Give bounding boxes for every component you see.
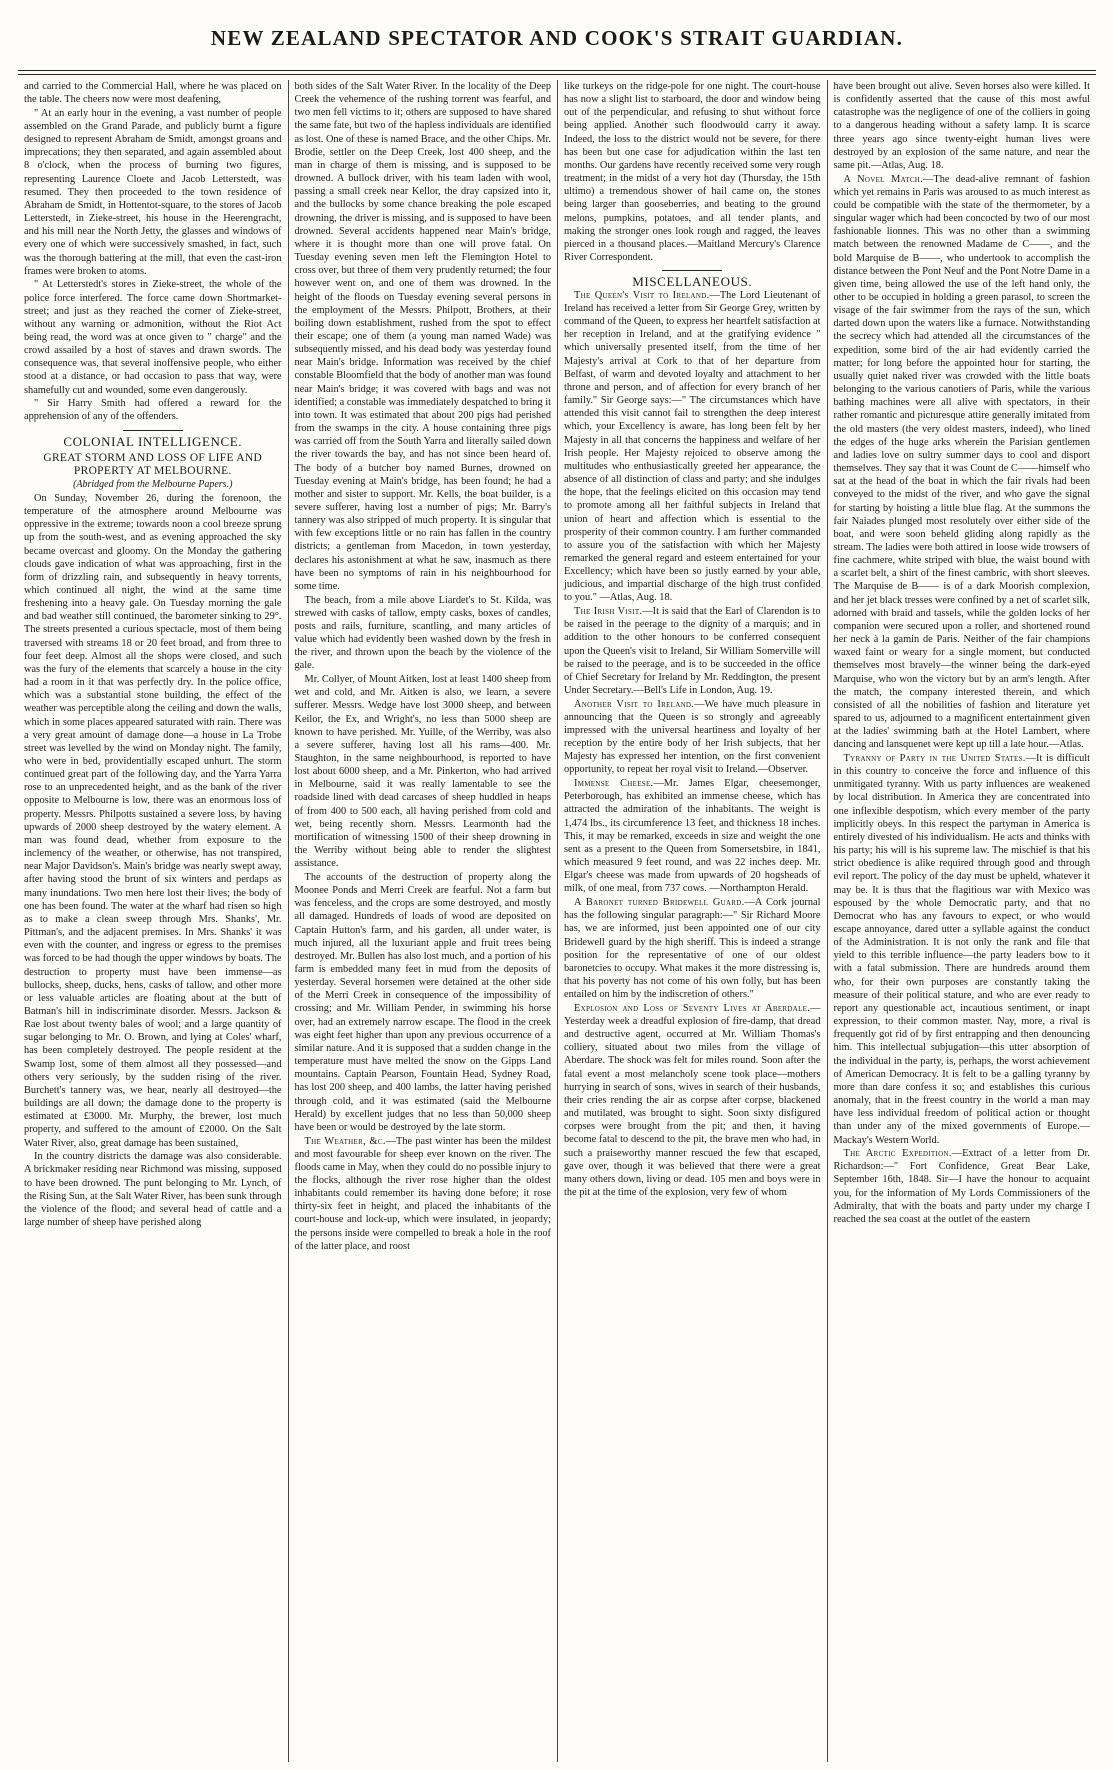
column-3 bbox=[557, 80, 827, 1762]
article-paragraph: A Novel Match.—The dead-alive remnant of fashion which yet remains in Paris was aroused to as much interest as could be compatible with the state of the thermometer, by a singular wager which had been concocted by two of our most fashionable lionnes. This was no other than a swimming match between the renowned Madame de C——, and the bold Marquise de B——, who undertook to accomplish the distance between the Pont Neuf and the Pont Notre Dame in a given time, being allowed the use of the left hand only, the other to be occupied in holding a green parasol, to screen the visage of the fair swimmer from the rays of the sun, which darted down upon the waters like a furnace. Notwithstanding the secrecy which had attended all the circumstances of the expedition, some bird of the air had evidently carried the matter; for long before the appointed hour for starting, the usually quiet naked river was crowded with the little boats belonging to the various canotiers of Paris, while the various bathing machines were all alive with spectators, in their rather romantic and picturesque attire generally imitated from the old masters (the very oldest masters, indeed), who lined the edges of the huge arks wherein the Parisian gentlemen and ladies love on sultry summer days to cool and disport themselves. They say that it was Count de C——himself who sat at the head of the boat in which the fair rivals had been conveyed to the midst of the river, and who gave the signal for starting by hoisting a little blue flag. At the summons the fair Naiades plunged most resolutely over either side of the boat, and were soon beheld gliding along rapidly as the stream. The ladies were both attired in loose wide trowsers of fine cachmere, white striped with blue, the waist bound with a scarlet belt, a shirt of the finest cambric, with short sleeves. The Marquise de B—— is of a dark Moorish complexion, and her jet black tresses were confined by a net of scarlet silk, adorned with braid and tassels, while the golden locks of her companion were secured upon a roller, and shortened round her neck à la gamin de Paris. Neither of the fair champions waxed faint or weary for a single moment, but conducted themselves most bravely—the winner being the dark-eyed Marquise, who won the victory but by an arm's length. After the match, the company interested therein, and which consisted of all the nobilities of fashion and literature yet spared to us, adjourned to a magnificent entertainment given at the ladies' swimming bath at the Hotel Lambert, where dancing and lansquenet were kept up till a late hour.—Atlas. bbox=[833, 173, 1091, 751]
article-paragraph: The Weather, &c.—The past winter has been the mildest and most favourable for sheep ever known on the river. The floods came in May, when they could do no possible injury to the flocks, although the river rose higher than the oldest inhabitants could remember its having done before; it rose thirty-six feet in height, and placed the inhabitants of the court-house and lock-up, which were insulated, in jeopardy; the persons inside were compelled to break a hole in the roof of the latter place, and roost bbox=[294, 1135, 551, 1252]
paragraph-lead: The Queen's Visit to Ireland. bbox=[574, 289, 710, 301]
article-paragraph: " At an early hour in the evening, a vast number of people assembled on the Grand Parade, and publicly burnt a figure designed to represent Abraham de Smidt, amongst groans and imprecations; they then separated, and again assembled about 8 o'clock, when the process of burning two figures, representing Laurence Cloete and Jacob Letterstedt, was resumed. They then proceeded to the town residence of Abraham de Smidt, in Hottentot-square, to the stores of Jacob Letterstedt, in Zieke-street, his house in the Heerengracht, and his mill near the North Jetty, the glasses and windows of every one of which were successively smashed, in fact, such was the thorough battering at the mill, that even the cast-iron frames were broken to atoms. bbox=[24, 107, 282, 277]
article-paragraph: On Sunday, November 26, during the forenoon, the temperature of the atmosphere around Melbourne was oppressive in the extreme; towards noon a cool breeze sprung up from the south-west, and as evening approached the sky became overcast and gloomy. On the Monday the gathering clouds gave indication of what was approaching, first in the form of drizzling rain, and subsequently in heavy torrents, which continued all night, the wind at the same time freshening into a heavy gale. On Tuesday morning the gale and bad weather still continued, the barometer sinking to 29°. The streets presented a curious spectacle, most of them being traversed with streams 18 or 20 feet broad, and from three to four feet deep. Almost all the shops were closed, and such was the fury of the elements that scarcely a house in the city had a room in it that was perfectly dry. In the police office, which was a substantial stone building, the effect of the weather was perceptible along the ceiling and down the walls, which in some places appeared saturated with rain. There was a very great amount of damage done—a house in La Trobe street was levelled by the wind on Monday night. The family, who were in bed, providentially escaped unhurt. The storm continued great part of the following day, and the Yarra Yarra rose to an unprecedented height, and as the bank of the river opposite to Melbourne is low, there was an enormous loss of property. Messrs. Philpotts sustained a severe loss, by having upwards of 2000 sheep destroyed by the watery element. A man was found dead, whether from exposure to the inclemency of the weather, or otherwise, has not transpired, near Major Davidson's. Main's bridge was nearly swept away, after having stood the brunt of six winters and perdaps as many inundations. Two men here lost their lives; the body of one has been found. The water at the wharf had risen so high as to make a clean sweep through Mrs. Shanks', Mr. Pittman's, and the adjacent premises. In Mrs. Shanks' it was even with the counter, and ingress or egress to the premises was forced to be had though the upper windows by boats. The destruction to property must have been immense—as bullocks, sheep, ducks, hens, casks of tallow, and other more or less valuable articles are floating about at the butt of Batman's hill in indiscriminate disorder. Messrs. Jackson & Rae lost about twenty bales of wool; and a large quantity of sugar belonging to Mr. O. Brown, and lying at Coles' wharf, has been completely destroyed. The people resident at the Swamp lost, some of them almost all they possessed—and others very seriously, by the sudden rising of the river. Burchett's tannery was, we hear, nearly all destroyed—the buildings are all down; the damage done to the property is estimated at £3000. Mr. Murphy, the brewer, lost much property, and suffered to the amount of £2000. On the Salt Water River, also, great damage has been sustained, bbox=[24, 492, 282, 1149]
article-paragraph: Tyranny of Party in the United States.—It is difficult in this country to conceive the force and influence of this unmitigated tyranny. With us party influences are weakened by local distribution. In America they are concentrated into one inflexible despotism, which every member of the party implicitly obeys. In this respect the partyman in America is entirely divested of his individualism. He acts and thinks with his party; his will is his supreme law. The mischief is that his strict obedience is alike required through good and through evil report. The policy of the day must be upheld, whatever it may be. It is thus that the flagitious war with Mexico was espoused by the whole Democratic party, and that no Democrat who has any favours to expect, or who would escape annoyance, dared utter a syllable against the conduct of the Administration. It is not only the rank and file that yield to this terrible influence—the party leaders bow to it with a fatal submission. There are hundreds around them who, for their own purposes are constantly taking the measure of their political stature, and who are ever ready to report any questionable act, incautious sentiment, or inapt expression, to their common master. Nay, more, a rival is frequently got rid of by first entrapping and then denouncing him. This intellectual subjugation—this utter absorption of the individual in the party, is, perhaps, the worst achievement of American Democracy. It is felt to be a galling tyranny by more than dare confess it so; and establishes this curious anomaly, that in the freest country in the world a man may have less individual freedom of political action or thought than under any of the mixed governments of Europe.—Mackay's Western World. bbox=[833, 752, 1090, 1146]
paragraph-lead: Tyranny of Party in the United States. bbox=[843, 752, 1026, 764]
paragraph-lead: Immense Cheese. bbox=[574, 778, 654, 790]
paragraph-lead: Another Visit to Ireland. bbox=[574, 698, 695, 710]
newspaper-title: NEW ZEALAND SPECTATOR AND COOK'S STRAIT GUARDIAN. bbox=[210, 26, 904, 50]
article-paragraph: The Irish Visit.—It is said that the Earl of Clarendon is to be raised in the peerage to the dignity of a marquis; and in addition to the other honours to be conferred consequent upon the Queen's visit to Ireland, Sir William Somerville will be raised to the peerage, and is to be succeeded in the office of Chief Secretary for Ireland by Mr. Reddington, the present Under Secretary.—Bell's Life in London, Aug. 19. bbox=[564, 606, 821, 697]
article-paragraph: The Arctic Expedition.—Extract of a letter from Dr. Richardson:—" Fort Confidence, Great Bear Lake, September 16th, 1848. Sir—I have the honour to acquaint you, for the information of My Lords Commissioners of the Admiralty, that with the boats and party under my charge I reached the sea coast at the outlet of the eastern bbox=[833, 1148, 1090, 1225]
section-heading-colonial: COLONIAL INTELLIGENCE. bbox=[63, 433, 243, 449]
article-paragraph: Another Visit to Ireland.—We have much pleasure in announcing that the Queen is so strongly and agreeably impressed with the universal heartiness and loyalty of her reception by the entire body of her Irish subjects, that her Majesty has expressed her intention, on the first convenient opportunity, to repeat her royal visit to Ireland.—Observer. bbox=[564, 698, 821, 776]
paragraph-lead: The Weather, &c. bbox=[304, 1135, 386, 1147]
paragraph-lead: A Baronet turned Bridewell Guard. bbox=[574, 897, 745, 909]
article-paragraph: A Baronet turned Bridewell Guard.—A Cork journal has the following singular paragraph:—" Sir Richard Moore has, we are informed, just been appointed one of our city Bridewell guard by the high sheriff. This is indeed a strange position for the representative of one of our oldest baronetcies to occupy. What makes it the more distressing is, that his poverty has not come of his own folly, but has been entailed on him by the indiscretion of others." bbox=[564, 897, 821, 1001]
paragraph-lead: The Irish Visit. bbox=[574, 606, 643, 618]
article-paragraph: and carried to the Commercial Hall, where he was placed on the table. The cheers now were most deafening, bbox=[24, 81, 282, 106]
section-heading-miscellaneous: MISCELLANEOUS. bbox=[632, 274, 753, 290]
section-divider bbox=[662, 270, 722, 271]
paragraph-lead: The Arctic Expedition. bbox=[843, 1148, 952, 1160]
masthead-rule-thin bbox=[18, 74, 1096, 75]
article-paragraph: both sides of the Salt Water River. In the locality of the Deep Creek the vehemence of the rushing torrent was fearful, and two men fell victims to it; others are supposed to have shared the same fate, but two of the hapless individuals are identified as lost. One of these is named Brace, and the other Chips. Mr. Brodie, settler on the Deep Creek, lost 400 sheep, and the man in charge of them is missing, and is supposed to be drowned. A bullock driver, with his team laden with wool, passing a small creek near Kellor, the dray capsized into it, and the bullocks by some chance breaking the pole escaped drowning, the driver is missing, and is supposed to have been drowned. Several accidents happened near Main's bridge, where it is thought more than one will prove fatal. On Tuesday evening seven men left the Flemington Hotel to cross over, but three of them very prudently returned; the four however went on, and one of them was drowned. In the height of the floods on Tuesday evening several persons in the employment of the Messrs. Philpott, Brothers, at their boiling down establishment, rushed from the spot to effect their escape; one of them (a young man named Wade) was subsequently missed, and his dead body was yesterday found near Main's bridge. Information was received by the chief constable Bloomfield that the body of another man was found near Main's bridge; it was covered with bags and was not identified; a constable was immediately despatched to bring it into town. It was estimated that about 200 pigs had perished from the swamps in the city. A house containing three pigs was carried off from the South Yarra and literally sailed down the river towards the bay, and has not since been heard of. The body of a butcher boy named Burnes, drowned on Tuesday evening at Main's bridge, has been found; he had a mother and sister to support. Mr. Kells, the boat builder, is a severe sufferer, having lost a number of pigs; Mr. Barry's tannery was also stripped of much property. It is singular that with few exceptions little or no rain has fallen in the country districts; a gentleman from Macedon, in town yesterday, declares his astonishment at what he saw, inasmuch as there have been no symptoms of rain in his neighbourhood for some time. bbox=[294, 81, 552, 592]
column-4 bbox=[827, 80, 1097, 1762]
column-2 bbox=[288, 80, 558, 1762]
article-paragraph: " Sir Harry Smith had offered a reward for the apprehension of any of the offenders. bbox=[24, 398, 282, 423]
article-paragraph: Mr. Collyer, of Mount Aitken, lost at least 1400 sheep from wet and cold, and Mr. Aitken is also, we learn, a severe sufferer. Messrs. Wedge have lost 3000 sheep, and between Keilor, the Ex, and Wright's, no less than 5000 sheep are known to have perished. Mr. Yuille, of the Werriby, was also a severe sufferer, having lost all his rams—400. Mr. Staughton, in the same neighbourhood, is reported to have lost about 6000 sheep, and a Mr. Pinkerton, who had arrived in Melbourne, said it was really lamentable to see the roadside lined with dead carcases of sheep huddled in heaps of from 400 to 500 each, all having perished from cold and wet, being recently shorn. Messrs. Learmonth had the mortification of witnessing 1500 of their sheep drowning in the Werriby without being able to render the slightest assistance. bbox=[294, 674, 551, 870]
article-paragraph: The accounts of the destruction of property along the Moonee Ponds and Merri Creek are fearful. Not a farm but was fenceless, and the crops are some destroyed, and mostly all damaged. Hundreds of loads of wood are deposited on Captain Hutton's farm, and his garden, all under water, is much injured, all the luxuriant apple and fruit trees being destroyed. Mr. Bullen has also lost much, and a portion of his farm is embedded many feet in mud from the deposits of yesterday. Several horsemen were detained at the other side of the Merri Creek in consequence of the impossibility of crossing; and Mr. William Pender, in swimming his horse over, had an extremely narrow escape. The flood in the creek was eight feet higher than upon any previous occurrence of a similar nature. And it is supposed that a sudden change in the temperature must have melted the snow on the Gipps Land mountains. Captain Pearson, Fountain Head, Sydney Road, has lost 200 sheep, and 400 lambs, the latter having perished through cold, and it was estimated (said the Melbourne Herald) by excellent judges that no less than 50,000 sheep have been or would be destroyed by the late storm. bbox=[294, 871, 551, 1133]
masthead bbox=[18, 0, 1096, 66]
article-paragraph: Explosion and Loss of Seventy Lives at Aberdale.—Yesterday week a dreadful explosion of fire-damp, that dread and destructive agent, occurred at Mr. William Thomas's colliery, situated about two miles from the village of Aberdare. The shock was felt for miles round. Soon after the fatal event a most melancholy scene took place—mothers hurrying in search of sons, wives in search of their husbands, their cries rending the air as corpse after corpse, blackened and mutilated, was brought to sight. Soon sixty disfigured corpses were brought from the pit; and then, it having become fatal to descend to the pit, the brave men who had, in such a praiseworthy manner rescued the few that escaped, gave over, though it was believed that there were a great many others down, living or dead. 105 men and boys were in the pit at the time of the explosion, very few of whom bbox=[564, 1002, 821, 1198]
article-paragraph: The beach, from a mile above Liardet's to St. Kilda, was strewed with casks of tallow, empty casks, boxes of candles, posts and rails, furniture, scantling, and many articles of value which had evidently been washed down by the fresh in the river, and thrown upon the beach by the violence of the gale. bbox=[294, 594, 551, 672]
article-paragraph: " At Letterstedt's stores in Zieke-street, the whole of the police force interfered. The force came down Shortmarket-street; and just as they reached the corner of Zieke-street, without any warning or admonition, without the Riot Act being read, the word was at once given to " charge" and the crowd assailed by a host of staves and drawn swords. The consequence was, that several inoffensive people, who either stood at a distance, or had occasion to pass that way, were shamefully cut and wounded, some even dangerously. bbox=[24, 279, 282, 396]
article-paragraph: The Queen's Visit to Ireland.—The Lord Lieutenant of Ireland has received a letter from Sir George Grey, written by command of the Queen, to express her heartfelt satisfaction at her reception in Ireland, and at the gratifying evidence " which universally presented itself, from the time of her Majesty's arrival at Cork to that of her departure from Belfast, of warm and devoted loyalty and attachment to her throne and person, and of affection for every branch of her family." Sir George says:—" The circumstances which have attended this visit cannot fail to strengthen the deep interest which, your Excellency is aware, has long been felt by her Majesty in all that concerns the happiness and welfare of her Irish people. Her Majesty rejoiced to observe among the multitudes who enthusiastically greeted her appearance, the absence of all distinction of class and party; and she indulges the hope, that the feelings elicited on this occasion may tend to promote among all her faithful subjects in Ireland that union of heart and affection which is essential to the prosperity of their common country. I am further commanded to assure you of the satisfaction with which her Majesty remarked the general regard and esteem entertained for your Excellency; which have been so justly earned by your able, judicious, and impartial discharge of the high trust confided to you." —Atlas, Aug. 18. bbox=[564, 289, 821, 604]
article-source-note: (Abridged from the Melbourne Papers.) bbox=[73, 479, 233, 491]
masthead-rule bbox=[18, 70, 1096, 71]
paragraph-lead: Explosion and Loss of Seventy Lives at Aberdale. bbox=[574, 1002, 811, 1014]
paragraph-lead: A Novel Match. bbox=[843, 173, 924, 185]
article-headline-storm: GREAT STORM AND LOSS OF LIFE AND PROPERTY AT MELBOURNE. bbox=[43, 451, 263, 477]
article-paragraph: Immense Cheese.—Mr. James Elgar, cheesemonger, Peterborough, has exhibited an immense cheese, which has attracted the admiration of the inhabitants. The weight is 1,474 lbs., its circumference 13 feet, and thickness 18 inches. This, it may be remarked, exceeds in size and weight the one sent as a present to the Queen from Somersetsbire, in 1841, which measured 9 feet round, and was 22 inches deep. Mr. Elgar's cheese was made from upwards of 20 hogsheads of milk, of one meal, from 737 cows. —Northampton Herald. bbox=[564, 778, 821, 895]
section-divider bbox=[123, 430, 183, 431]
article-paragraph: have been brought out alive. Seven horses also were killed. It is confidently asserted that the cause of this most awful catastrophe was the negligence of one of the colliers in going to a dangerous heading without a safety lamp. It is scarce three years ago since twenty-eight human lives were destroyed by an explosion of the same nature, and near the same pit.—Atlas, Aug. 18. bbox=[833, 81, 1090, 171]
column-1 bbox=[18, 80, 288, 1762]
article-paragraph: In the country districts the damage was also considerable. A brickmaker residing near Richmond was missing, supposed to have been drowned. The punt belonging to Mr. Lynch, of the Rising Sun, at the Salt Water River, has been sunk through the violence of the flood; and several head of cattle and a large number of sheep have perished along bbox=[24, 1151, 282, 1228]
article-paragraph: like turkeys on the ridge-pole for one night. The court-house has now a slight list to starboard, the door and window being out of the perpendicular, and refusing to shut without force being applied. Another such floodwould carry it away. Indeed, the loss to the district would not be severe, for there has been but one case for adjudication within the last ten months. Our gardens have recently received some very rough treatment; in the midst of a very hot day (Thursday, the 15th ultimo) a tremendous shower of hail came on, the stones being larger than gooseberries, and beating to the ground melons, pumpkins, potatoes, and all tender plants, and making the stronger ones look rough and ragged, the leaves pierced in a thousand places.—Maitland Mercury's Clarence River Correspondent. bbox=[564, 81, 821, 264]
text-columns bbox=[18, 80, 1096, 1762]
